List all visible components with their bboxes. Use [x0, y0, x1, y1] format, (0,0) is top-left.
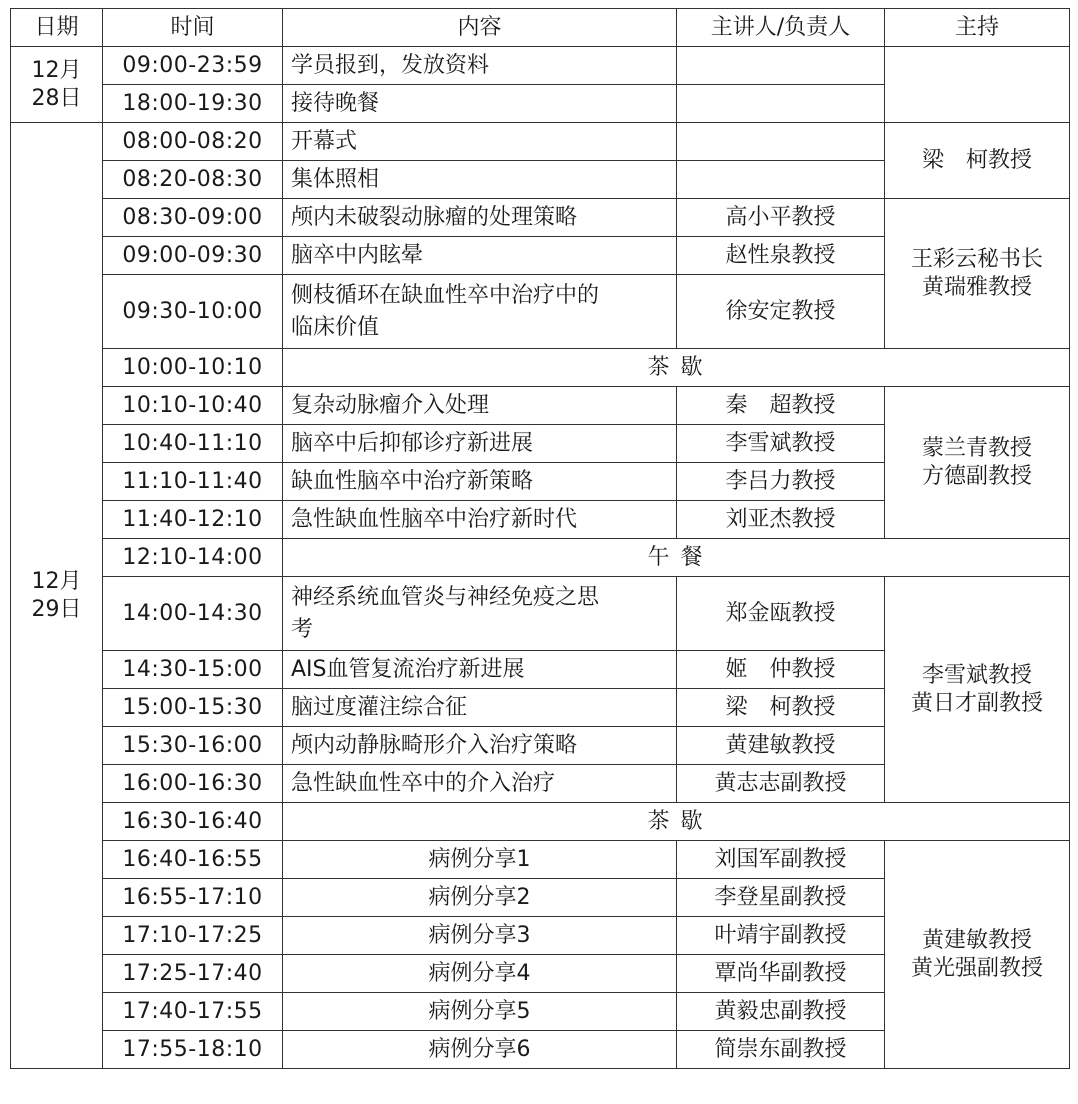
- table-row: [11, 387, 1070, 425]
- time-cell: 08:30-09:00: [103, 199, 283, 237]
- content-cell: 病例分享4: [283, 955, 677, 993]
- speaker-cell: 秦 超教授: [677, 387, 885, 425]
- time-cell: 09:00-09:30: [103, 237, 283, 275]
- content-line: 临床价值: [291, 314, 380, 340]
- time-cell: 16:30-16:40: [103, 803, 283, 841]
- speaker-cell: 姬 仲教授: [677, 651, 885, 689]
- content-cell: 学员报到，发放资料: [283, 47, 677, 85]
- content-cell: 复杂动脉瘤介入处理: [283, 387, 677, 425]
- tea-break-label: 茶 歇: [283, 803, 1070, 841]
- content-cell: [283, 275, 677, 349]
- host-cell: [885, 841, 1070, 1069]
- content-cell: 脑卒中内眩晕: [283, 237, 677, 275]
- speaker-cell: 赵性泉教授: [677, 237, 885, 275]
- tea-break-label: 茶 歇: [283, 349, 1070, 387]
- lunch-label: 午 餐: [283, 539, 1070, 577]
- speaker-cell: 徐安定教授: [677, 275, 885, 349]
- content-cell: [283, 577, 677, 651]
- content-line: 侧枝循环在缺血性卒中治疗中的: [291, 282, 600, 308]
- agenda-table: [10, 8, 1070, 1069]
- speaker-cell: 黄建敏教授: [677, 727, 885, 765]
- host-name: 李雪斌教授: [921, 662, 1032, 688]
- speaker-cell: 梁 柯教授: [677, 689, 885, 727]
- speaker-cell: [677, 123, 885, 161]
- time-cell: 15:00-15:30: [103, 689, 283, 727]
- content-line: 神经系统血管炎与神经免疫之思: [291, 584, 600, 610]
- speaker-cell: 李吕力教授: [677, 463, 885, 501]
- time-cell: 10:10-10:40: [103, 387, 283, 425]
- host-cell: [885, 387, 1070, 539]
- content-cell: 病例分享2: [283, 879, 677, 917]
- content-cell: 病例分享5: [283, 993, 677, 1031]
- header-time: 时间: [103, 9, 283, 47]
- speaker-cell: [677, 161, 885, 199]
- table-row: [11, 199, 1070, 237]
- content-cell: 急性缺血性脑卒中治疗新时代: [283, 501, 677, 539]
- content-cell: 颅内动静脉畸形介入治疗策略: [283, 727, 677, 765]
- break-row: [11, 539, 1070, 577]
- time-cell: 18:00-19:30: [103, 85, 283, 123]
- speaker-cell: 覃尚华副教授: [677, 955, 885, 993]
- header-host: 主持: [885, 9, 1070, 47]
- header-date: 日期: [11, 9, 103, 47]
- host-cell: [885, 123, 1070, 199]
- content-cell: 急性缺血性卒中的介入治疗: [283, 765, 677, 803]
- content-cell: AIS血管复流治疗新进展: [283, 651, 677, 689]
- table-row: [11, 841, 1070, 879]
- break-row: [11, 803, 1070, 841]
- content-cell: 病例分享3: [283, 917, 677, 955]
- host-cell: [885, 47, 1070, 123]
- content-cell: 颅内未破裂动脉瘤的处理策略: [283, 199, 677, 237]
- time-cell: 09:30-10:00: [103, 275, 283, 349]
- speaker-cell: 刘国军副教授: [677, 841, 885, 879]
- time-cell: 11:40-12:10: [103, 501, 283, 539]
- speaker-cell: 叶靖宇副教授: [677, 917, 885, 955]
- time-cell: 08:20-08:30: [103, 161, 283, 199]
- host-cell: [885, 199, 1070, 349]
- time-cell: 15:30-16:00: [103, 727, 283, 765]
- time-cell: 08:00-08:20: [103, 123, 283, 161]
- time-cell: 10:00-10:10: [103, 349, 283, 387]
- time-cell: 17:40-17:55: [103, 993, 283, 1031]
- speaker-cell: 黄毅忠副教授: [677, 993, 885, 1031]
- date-month: 12月: [31, 568, 82, 594]
- time-cell: 17:10-17:25: [103, 917, 283, 955]
- content-cell: 开幕式: [283, 123, 677, 161]
- host-name: 蒙兰青教授: [921, 435, 1032, 461]
- header-row: [11, 9, 1070, 47]
- time-cell: 17:55-18:10: [103, 1031, 283, 1069]
- table-row: [11, 47, 1070, 85]
- speaker-cell: 李登星副教授: [677, 879, 885, 917]
- time-cell: 14:30-15:00: [103, 651, 283, 689]
- date-cell-day1: [11, 47, 103, 123]
- time-cell: 12:10-14:00: [103, 539, 283, 577]
- date-day: 28日: [31, 85, 82, 111]
- host-cell: [885, 577, 1070, 803]
- header-content: 内容: [283, 9, 677, 47]
- host-name: 方德副教授: [921, 463, 1032, 489]
- content-cell: 脑卒中后抑郁诊疗新进展: [283, 425, 677, 463]
- speaker-cell: 郑金瓯教授: [677, 577, 885, 651]
- content-cell: 脑过度灌注综合征: [283, 689, 677, 727]
- break-row: [11, 349, 1070, 387]
- date-day: 29日: [31, 596, 82, 622]
- speaker-cell: 刘亚杰教授: [677, 501, 885, 539]
- speaker-cell: 简崇东副教授: [677, 1031, 885, 1069]
- date-cell-day2: [11, 123, 103, 1069]
- content-cell: 接待晚餐: [283, 85, 677, 123]
- host-name: 王彩云秘书长: [910, 246, 1043, 272]
- speaker-cell: [677, 47, 885, 85]
- speaker-cell: 高小平教授: [677, 199, 885, 237]
- time-cell: 16:40-16:55: [103, 841, 283, 879]
- host-name: 黄日才副教授: [910, 690, 1043, 716]
- speaker-cell: 黄志志副教授: [677, 765, 885, 803]
- content-cell: 病例分享6: [283, 1031, 677, 1069]
- host-name: 黄光强副教授: [910, 955, 1043, 981]
- host-name: 黄建敏教授: [921, 927, 1032, 953]
- host-name: 梁 柯教授: [921, 147, 1032, 173]
- time-cell: 16:55-17:10: [103, 879, 283, 917]
- table-row: [11, 123, 1070, 161]
- header-speaker: 主讲人/负责人: [677, 9, 885, 47]
- content-cell: 集体照相: [283, 161, 677, 199]
- table-row: [11, 577, 1070, 651]
- speaker-cell: 李雪斌教授: [677, 425, 885, 463]
- time-cell: 10:40-11:10: [103, 425, 283, 463]
- time-cell: 14:00-14:30: [103, 577, 283, 651]
- time-cell: 17:25-17:40: [103, 955, 283, 993]
- date-month: 12月: [31, 57, 82, 83]
- time-cell: 16:00-16:30: [103, 765, 283, 803]
- host-name: 黄瑞雅教授: [921, 274, 1032, 300]
- time-cell: 11:10-11:40: [103, 463, 283, 501]
- time-cell: 09:00-23:59: [103, 47, 283, 85]
- content-cell: 病例分享1: [283, 841, 677, 879]
- content-line: 考: [291, 616, 314, 642]
- speaker-cell: [677, 85, 885, 123]
- content-cell: 缺血性脑卒中治疗新策略: [283, 463, 677, 501]
